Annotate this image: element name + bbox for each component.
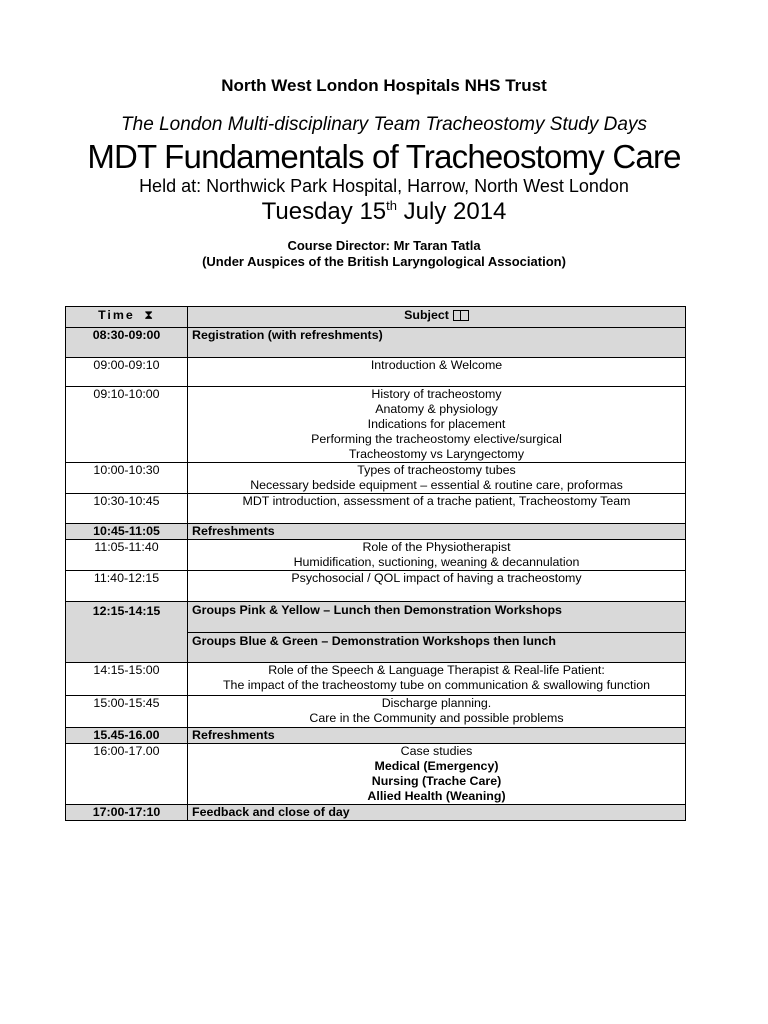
time-cell: 15:00-15:45: [66, 696, 188, 728]
subject-cell: [188, 663, 686, 696]
subject-line: Role of the Physiotherapist: [362, 540, 511, 554]
subject-cell: [188, 602, 686, 633]
subject-line: Feedback and close of day: [192, 805, 350, 819]
subject-cell: [188, 571, 686, 602]
subject-cell: [188, 633, 686, 663]
subject-cell: [188, 696, 686, 728]
subject-line: MDT introduction, assessment of a trache patient, Tracheostomy Team: [242, 494, 631, 508]
hourglass-icon: ⧗: [144, 308, 155, 322]
schedule-row: [66, 540, 686, 571]
schedule-row: [66, 494, 686, 524]
time-column-header: [66, 307, 188, 328]
case-study-line: Allied Health (Weaning): [367, 789, 506, 803]
schedule-row: [66, 728, 686, 744]
time-cell: 15.45-16.00: [66, 728, 188, 744]
subject-cell: [188, 805, 686, 821]
subject-line: Refreshments: [192, 728, 275, 742]
subject-line: Anatomy & physiology: [375, 402, 498, 416]
time-cell: 14:15-15:00: [66, 663, 188, 696]
time-cell: 10:00-10:30: [66, 463, 188, 494]
schedule-row: [66, 328, 686, 358]
time-cell: 10:30-10:45: [66, 494, 188, 524]
subject-line: Registration (with refreshments): [192, 328, 383, 342]
time-cell: 11:40-12:15: [66, 571, 188, 602]
subject-line: History of tracheostomy: [371, 387, 502, 401]
subject-cell: [188, 387, 686, 463]
subject-line: Types of tracheostomy tubes: [357, 463, 516, 477]
subject-header-label: Subject: [404, 308, 449, 322]
subject-line: Necessary bedside equipment – essential & routine care, proformas: [250, 478, 623, 492]
auspices-note: (Under Auspices of the British Laryngological Association): [202, 254, 566, 269]
subject-line: Care in the Community and possible problems: [309, 711, 564, 725]
subject-cell: [188, 728, 686, 744]
course-venue: Held at: Northwick Park Hospital, Harrow, North West London: [139, 176, 629, 196]
subject-column-header: [188, 307, 686, 328]
subject-line: Tracheostomy vs Laryngectomy: [348, 447, 525, 461]
schedule-row: [66, 463, 686, 494]
schedule-row: [66, 571, 686, 602]
subject-line: Discharge planning.: [381, 696, 492, 710]
time-cell: 09:10-10:00: [66, 387, 188, 463]
time-cell: 12:15-14:15: [66, 602, 188, 663]
schedule-row: [66, 358, 686, 387]
time-cell: 17:00-17:10: [66, 805, 188, 821]
course-title: MDT Fundamentals of Tracheostomy Care: [87, 138, 681, 175]
subject-line: Case studies: [400, 744, 473, 758]
subject-cell: [188, 744, 686, 805]
schedule-row: [66, 805, 686, 821]
book-icon: [453, 310, 469, 321]
subject-line: Refreshments: [192, 524, 275, 538]
subject-cell: [188, 358, 686, 387]
schedule-row: [66, 744, 686, 805]
subject-line: Psychosocial / QOL impact of having a tracheostomy: [291, 571, 582, 585]
subject-line: Groups Pink & Yellow – Lunch then Demonstration Workshops: [192, 603, 562, 617]
subject-line: Role of the Speech & Language Therapist & Real-life Patient:: [268, 663, 605, 677]
subject-line: The impact of the tracheostomy tube on communication & swallowing function: [222, 678, 650, 692]
schedule-row: [66, 387, 686, 463]
subject-cell: [188, 328, 686, 358]
time-header-label: Time: [98, 308, 135, 322]
date-month-year: July 2014: [396, 198, 507, 225]
time-cell: 08:30-09:00: [66, 328, 188, 358]
schedule-table: [65, 306, 686, 821]
schedule-row: [66, 663, 686, 696]
date-suffix: th: [386, 198, 397, 213]
subject-line: Groups Blue & Green – Demonstration Workshops then lunch: [192, 634, 556, 648]
case-study-line: Medical (Emergency): [374, 759, 499, 773]
subject-cell: [188, 540, 686, 571]
time-cell: 09:00-09:10: [66, 358, 188, 387]
schedule-row: [66, 696, 686, 728]
time-cell: 16:00-17.00: [66, 744, 188, 805]
course-director: Course Director: Mr Taran Tatla: [287, 238, 481, 253]
case-study-line: Nursing (Trache Care): [371, 774, 502, 788]
subject-cell: [188, 494, 686, 524]
organisation-name: North West London Hospitals NHS Trust: [221, 76, 547, 95]
subject-line: Introduction & Welcome: [370, 358, 503, 372]
subject-cell: [188, 524, 686, 540]
study-day-series: The London Multi-disciplinary Team Tracheostomy Study Days: [121, 114, 647, 135]
schedule-row: [66, 524, 686, 540]
course-date: [0, 198, 768, 226]
time-cell: 10:45-11:05: [66, 524, 188, 540]
time-cell: 11:05-11:40: [66, 540, 188, 571]
date-day: Tuesday 15: [261, 198, 387, 225]
schedule-header-row: [66, 307, 686, 328]
subject-cell: [188, 463, 686, 494]
subject-line: Performing the tracheostomy elective/surgical: [311, 432, 562, 446]
subject-line: Humidification, suctioning, weaning & decannulation: [293, 555, 580, 569]
subject-line: Indications for placement: [367, 417, 506, 431]
schedule-row: [66, 602, 686, 633]
